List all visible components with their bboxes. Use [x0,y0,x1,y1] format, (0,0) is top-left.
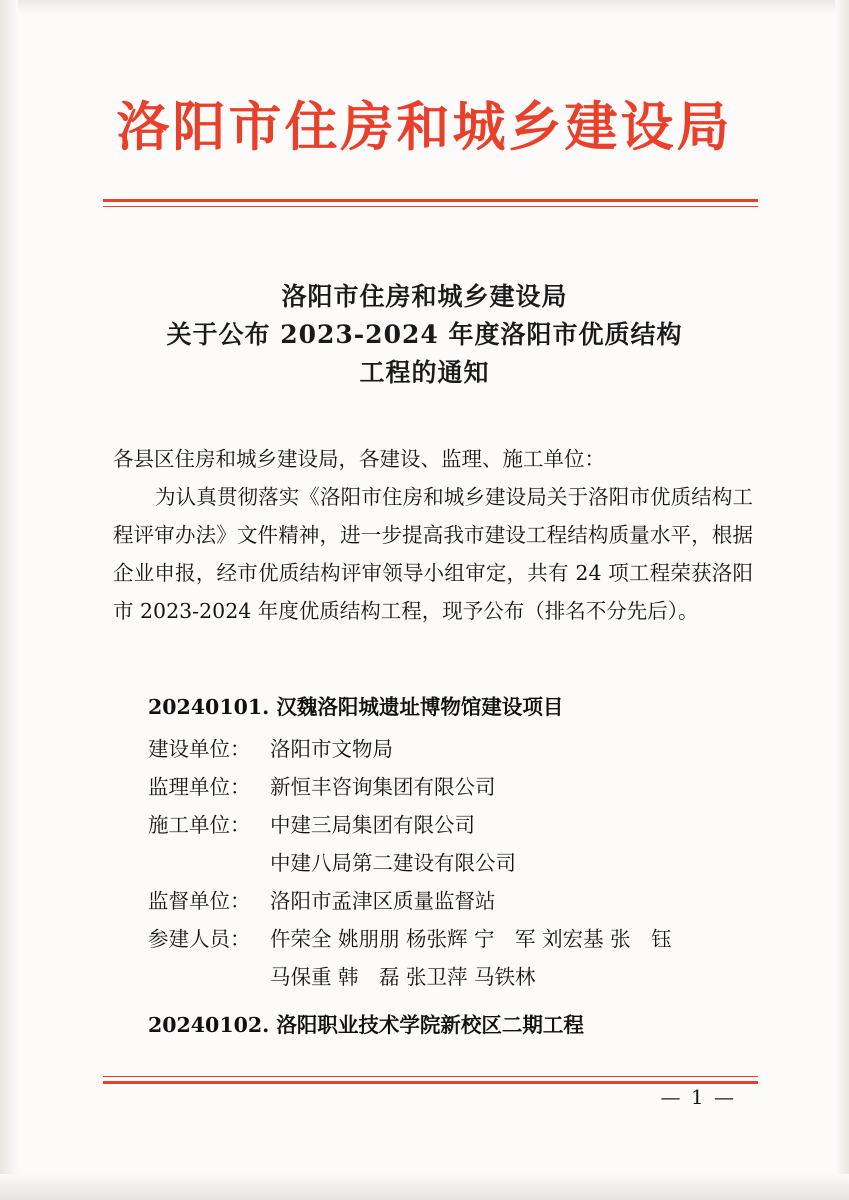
document-title-line-2: 关于公布 2023-2024 年度洛阳市优质结构 [166,320,683,349]
entry-value-participants-second: 马保重 韩 磊 张卫萍 马铁林 [270,965,536,989]
entry-row-construction-owner [148,730,768,768]
footer-divider-thick [103,1081,758,1084]
footer-divider [103,1076,758,1084]
entry-label-inspection-unit: 监督单位： [148,889,251,913]
document-title-line-1: 洛阳市住房和城乡建设局 [281,282,568,311]
entry-label-contractor: 施工单位： [148,813,251,837]
paper-edge-top [0,0,849,14]
letterhead-divider [103,199,758,207]
paper-edge-left [0,0,18,1200]
entry-row-participants [148,920,768,958]
salutation: 各县区住房和城乡建设局，各建设、监理、施工单位： [113,447,605,471]
footer-divider-thin [103,1076,758,1077]
letterhead-organization: 洛阳市住房和城乡建设局 [116,96,733,158]
entry-row-contractor [148,806,768,844]
entry-detail-list-20240101 [148,730,768,996]
entry-value-construction-owner: 洛阳市文物局 [270,737,393,761]
entry-label-participants: 参建人员： [148,927,251,951]
entry-heading-20240101: 20240101. 汉魏洛阳城遗址博物馆建设项目 [148,695,564,719]
entry-heading-20240102: 20240102. 洛阳职业技术学院新校区二期工程 [148,1013,584,1037]
letterhead-divider-thick [103,199,758,202]
paper-edge-bottom [0,1174,849,1200]
document-body [113,440,753,630]
entry-value-inspection-unit: 洛阳市孟津区质量监督站 [270,889,496,913]
document-title-line-3: 工程的通知 [359,358,490,387]
body-paragraph-1: 为认真贯彻落实《洛阳市住房和城乡建设局关于洛阳市优质结构工程评审办法》文件精神，进一步提高我市建设工程结构质量水平，根据企业申报，经市优质结构评审领导小组审定，共有 24 项工程荣获洛阳市 2023-2024 年度优质结构工程，现予公布（排名不分先后）。 [113,485,753,623]
entry-row-supervision-unit [148,768,768,806]
entry-label-construction-owner: 建设单位： [148,737,251,761]
entry-value-contractor-second: 中建八局第二建设有限公司 [270,851,516,875]
entry-value-participants: 仵荣全 姚朋朋 杨张辉 宁 军 刘宏基 张 钰 [270,927,672,951]
paper-edge-right [835,0,849,1200]
entry-value-contractor: 中建三局集团有限公司 [270,813,475,837]
page-number: — 1 — [660,1085,736,1109]
entry-row-inspection-unit [148,882,768,920]
document-title [0,278,849,392]
letterhead-divider-thin [103,206,758,207]
entry-value-supervision-unit: 新恒丰咨询集团有限公司 [270,775,496,799]
entry-label-supervision-unit: 监理单位： [148,775,251,799]
